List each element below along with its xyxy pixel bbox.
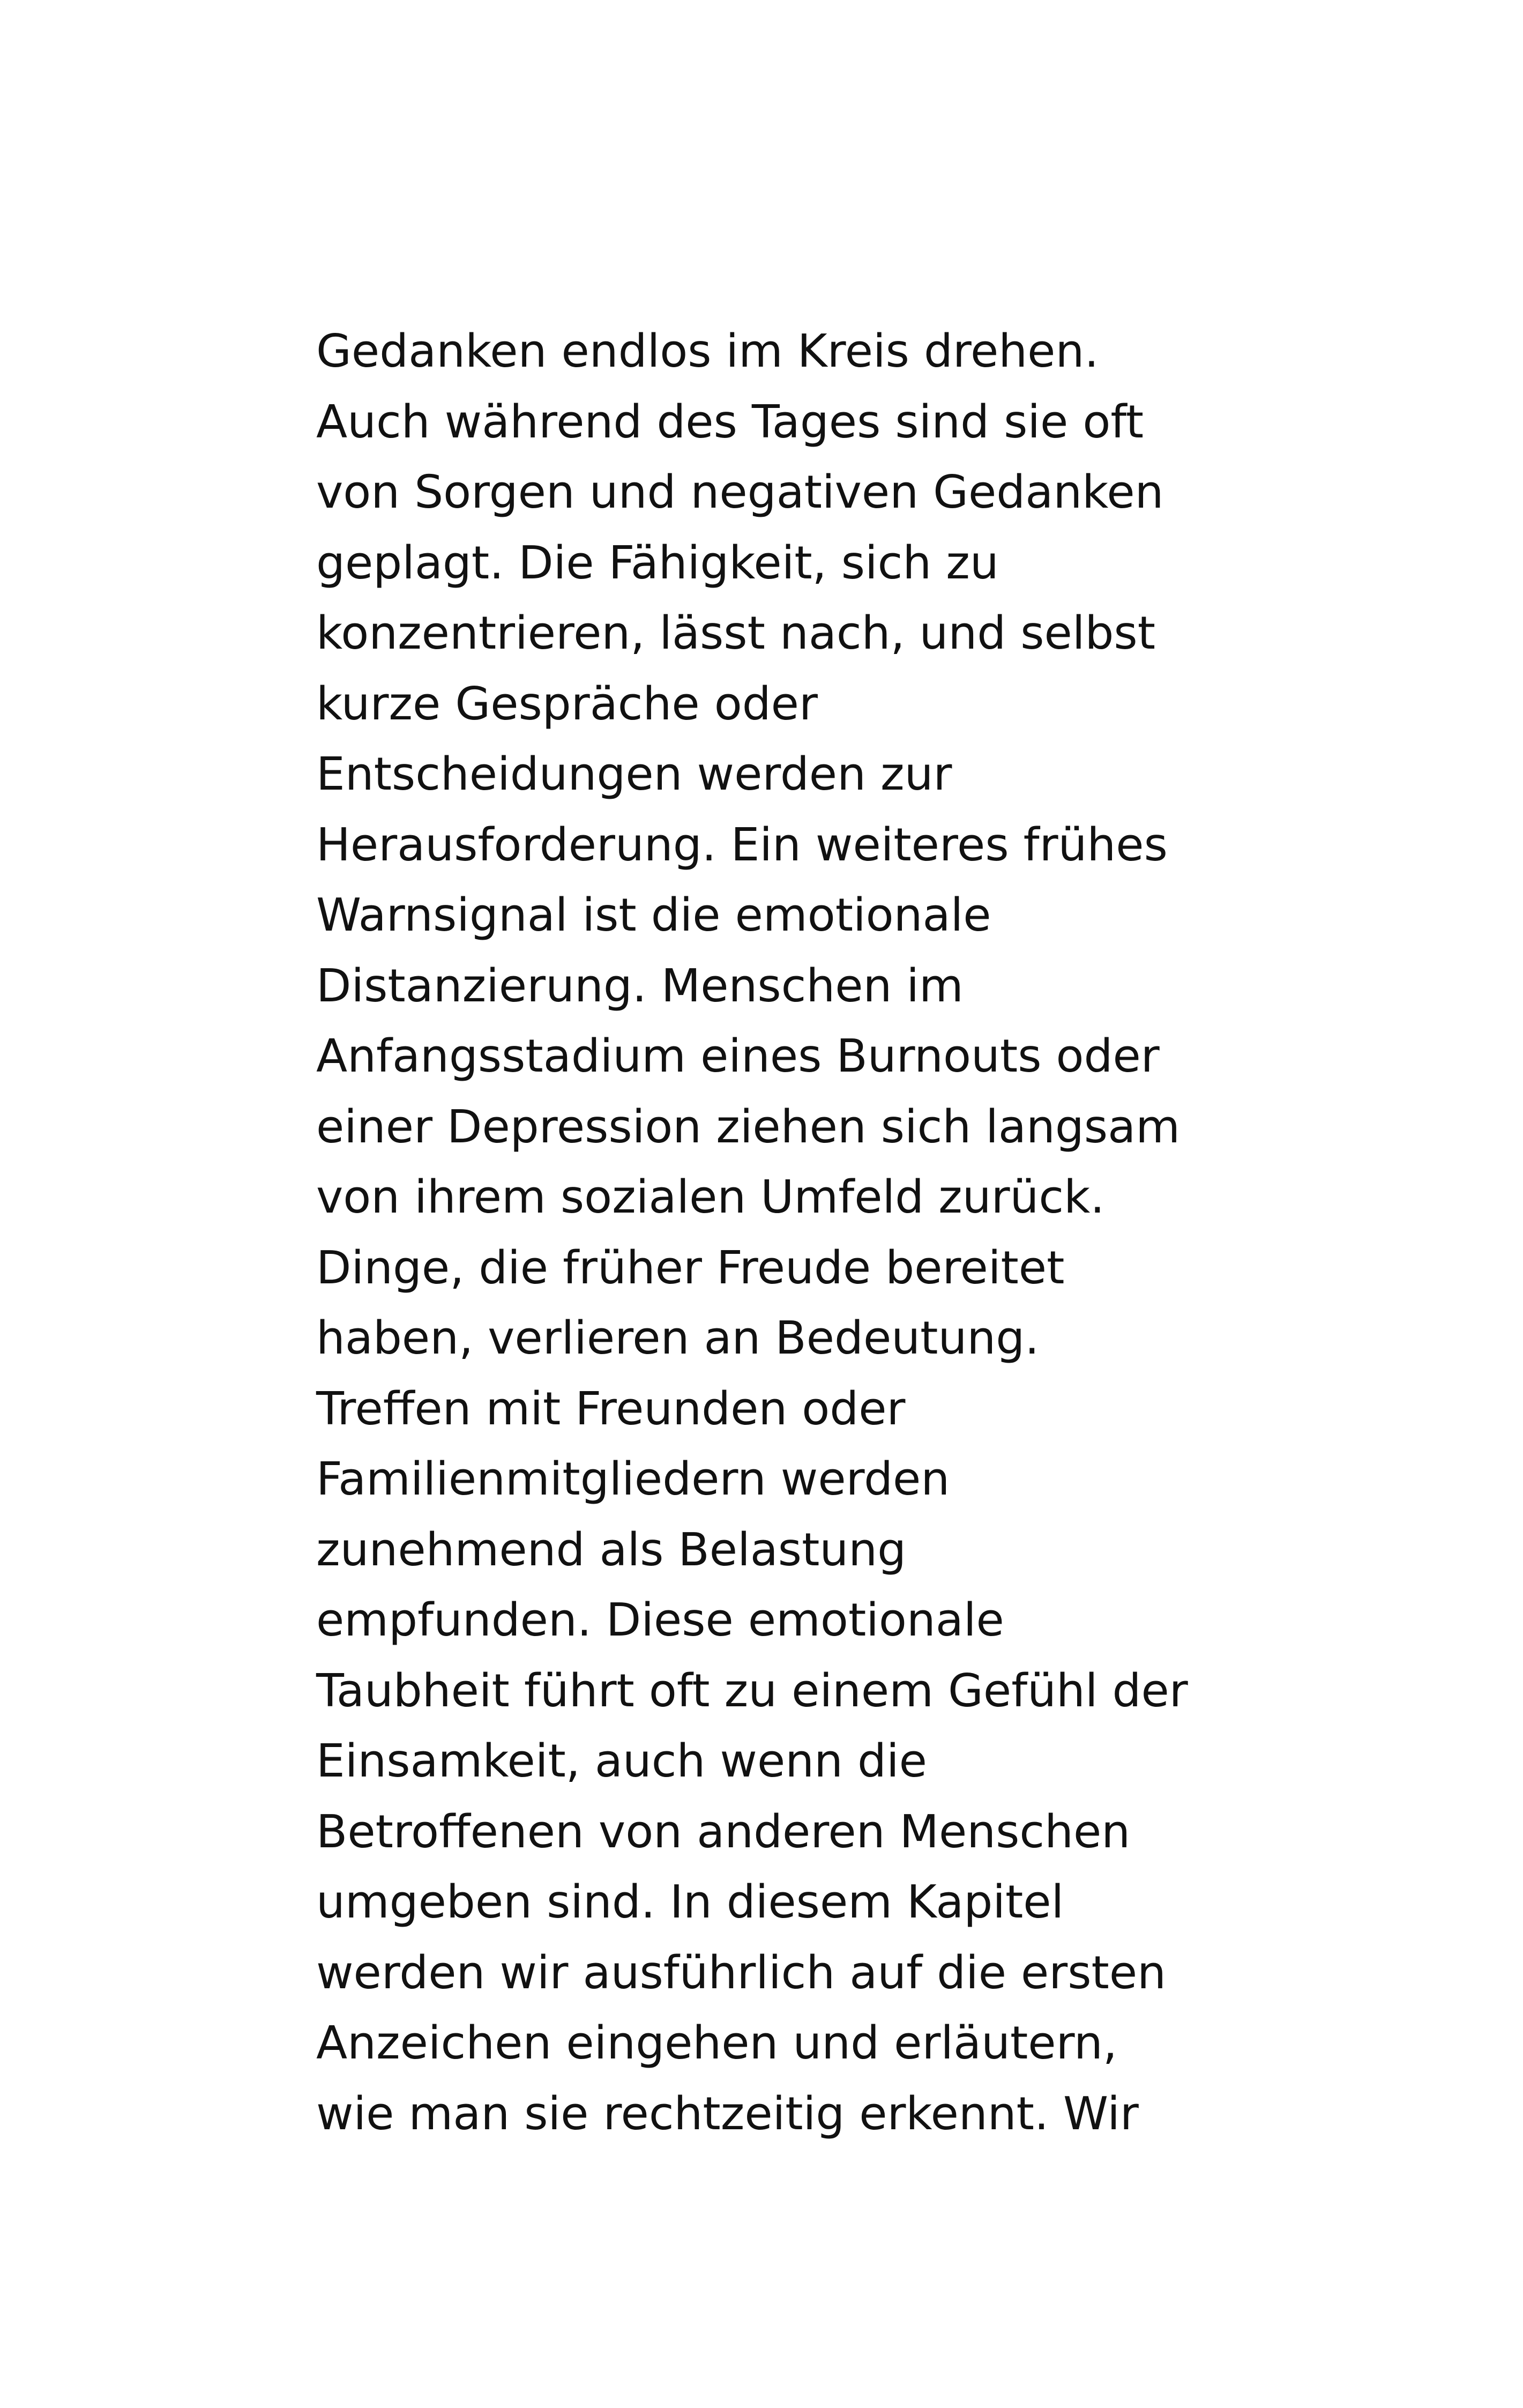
text-line: Entscheidungen werden zur xyxy=(316,748,952,801)
text-line: werden wir ausführlich auf die ersten xyxy=(316,1946,1167,2000)
body-paragraph xyxy=(316,316,1388,2149)
text-line: Betroffenen von anderen Menschen xyxy=(316,1805,1131,1859)
text-line: Auch während des Tages sind sie oft xyxy=(316,395,1144,449)
text-line: Familienmitgliedern werden xyxy=(316,1453,950,1506)
text-line: von ihrem sozialen Umfeld zurück. xyxy=(316,1171,1105,1224)
text-line: geplagt. Die Fähigkeit, sich zu xyxy=(316,536,999,590)
text-line: kurze Gespräche oder xyxy=(316,677,818,731)
text-line: zunehmend als Belastung xyxy=(316,1523,907,1577)
text-line: Taubheit führt oft zu einem Gefühl der xyxy=(316,1664,1188,1718)
text-line: empfunden. Diese emotionale xyxy=(316,1594,1004,1647)
text-line: einer Depression ziehen sich langsam xyxy=(316,1100,1181,1154)
text-line: Anfangsstadium eines Burnouts oder xyxy=(316,1030,1160,1083)
text-line: Warnsignal ist die emotionale xyxy=(316,889,991,942)
text-line: Distanzierung. Menschen im xyxy=(316,959,964,1013)
text-line: Einsamkeit, auch wenn die xyxy=(316,1735,927,1788)
text-line: Gedanken endlos im Kreis drehen. xyxy=(316,325,1099,378)
text-line: Dinge, die früher Freude bereitet xyxy=(316,1241,1065,1295)
text-line: wie man sie rechtzeitig erkennt. Wir xyxy=(316,2087,1139,2141)
text-line: Anzeichen eingehen und erläutern, xyxy=(316,2017,1117,2070)
text-line: haben, verlieren an Bedeutung. xyxy=(316,1312,1040,1365)
text-line: konzentrieren, lässt nach, und selbst xyxy=(316,607,1156,660)
text-line: Herausforderung. Ein weiteres frühes xyxy=(316,818,1168,872)
text-line: umgeben sind. In diesem Kapitel xyxy=(316,1876,1064,1929)
text-line: Treffen mit Freunden oder xyxy=(316,1382,906,1436)
text-line: von Sorgen und negativen Gedanken xyxy=(316,466,1164,519)
